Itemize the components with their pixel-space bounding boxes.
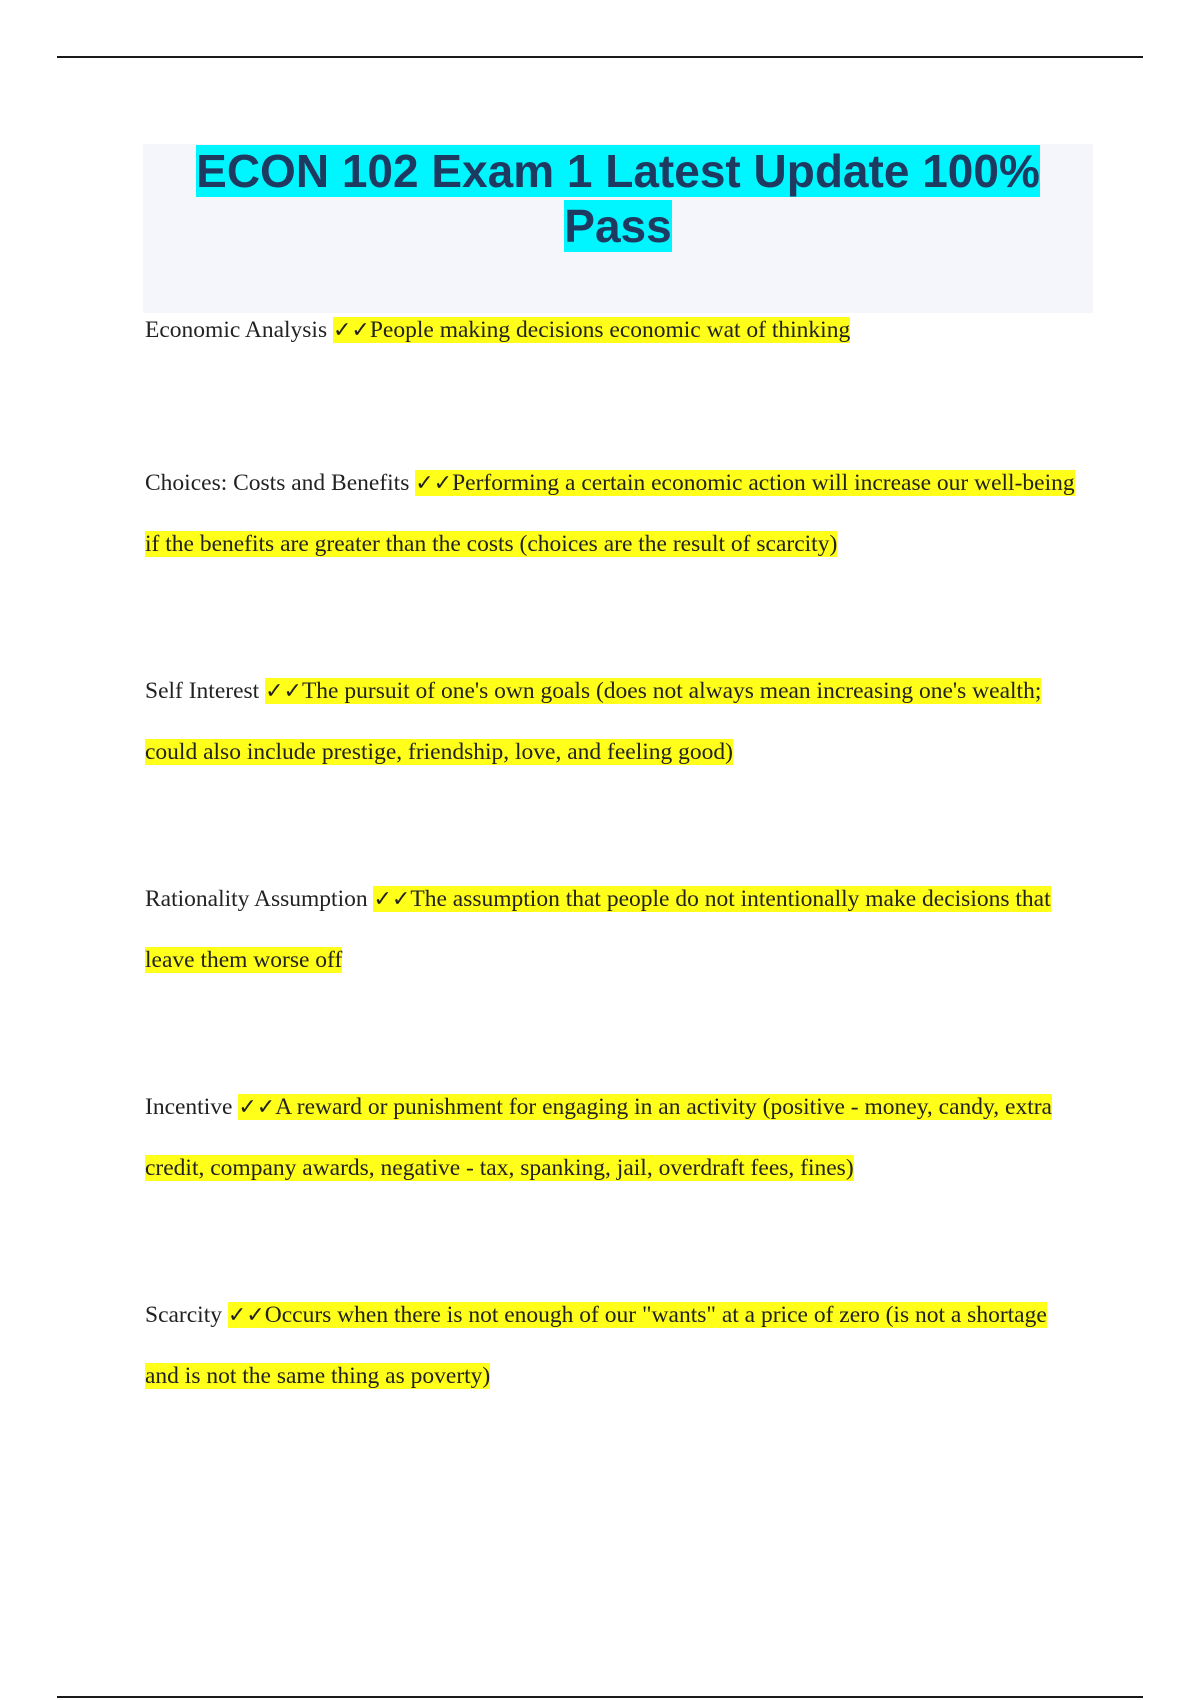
entry-definition bbox=[145, 1302, 1047, 1389]
definition-text: Performing a certain economic action will increase our well-being if the benefits are greater than the costs (choices are the result of scarcity) bbox=[145, 470, 1075, 557]
double-check-icon: ✓✓ bbox=[415, 471, 453, 496]
definition-text: People making decisions economic wat of thinking bbox=[369, 317, 851, 343]
entry-choices-costs-benefits bbox=[145, 453, 1085, 575]
double-check-icon: ✓✓ bbox=[238, 1095, 276, 1120]
entry-economic-analysis bbox=[145, 300, 1085, 361]
double-check-icon: ✓✓ bbox=[332, 318, 370, 343]
entry-term: Incentive bbox=[145, 1094, 233, 1120]
top-rule bbox=[57, 56, 1143, 58]
entry-self-interest bbox=[145, 661, 1085, 783]
entry-incentive bbox=[145, 1077, 1085, 1199]
definition-text: The pursuit of one's own goals (does not always mean increasing one's wealth; could also include prestige, friendship, love, and feeling good) bbox=[145, 678, 1042, 765]
entry-term: Economic Analysis bbox=[145, 317, 328, 343]
bottom-rule bbox=[57, 1696, 1143, 1698]
entry-definition bbox=[145, 678, 1041, 765]
definition-text: Occurs when there is not enough of our "wants" at a price of zero (is not a shortage and is not the same thing as poverty) bbox=[145, 1302, 1047, 1389]
entry-term: Self Interest bbox=[145, 678, 260, 704]
entry-definition bbox=[145, 1094, 1052, 1181]
double-check-icon: ✓✓ bbox=[373, 887, 411, 912]
double-check-icon: ✓✓ bbox=[265, 679, 302, 704]
double-check-icon: ✓✓ bbox=[227, 1303, 265, 1328]
entry-definition bbox=[333, 317, 850, 343]
entry-scarcity bbox=[145, 1285, 1085, 1407]
entry-term: Rationality Assumption bbox=[145, 886, 368, 912]
definition-text: The assumption that people do not intentionally make decisions that leave them worse off bbox=[145, 886, 1051, 973]
definition-text: A reward or punishment for engaging in an activity (positive - money, candy, extra credit, company awards, negative - tax, spanking, jail, overdraft fees, fines) bbox=[145, 1094, 1052, 1181]
entry-term: Scarcity bbox=[145, 1302, 222, 1328]
page-title bbox=[143, 144, 1093, 254]
entry-term: Choices: Costs and Benefits bbox=[145, 470, 410, 496]
entry-rationality-assumption bbox=[145, 869, 1085, 991]
title-text: ECON 102 Exam 1 Latest Update 100% Pass bbox=[196, 145, 1040, 252]
